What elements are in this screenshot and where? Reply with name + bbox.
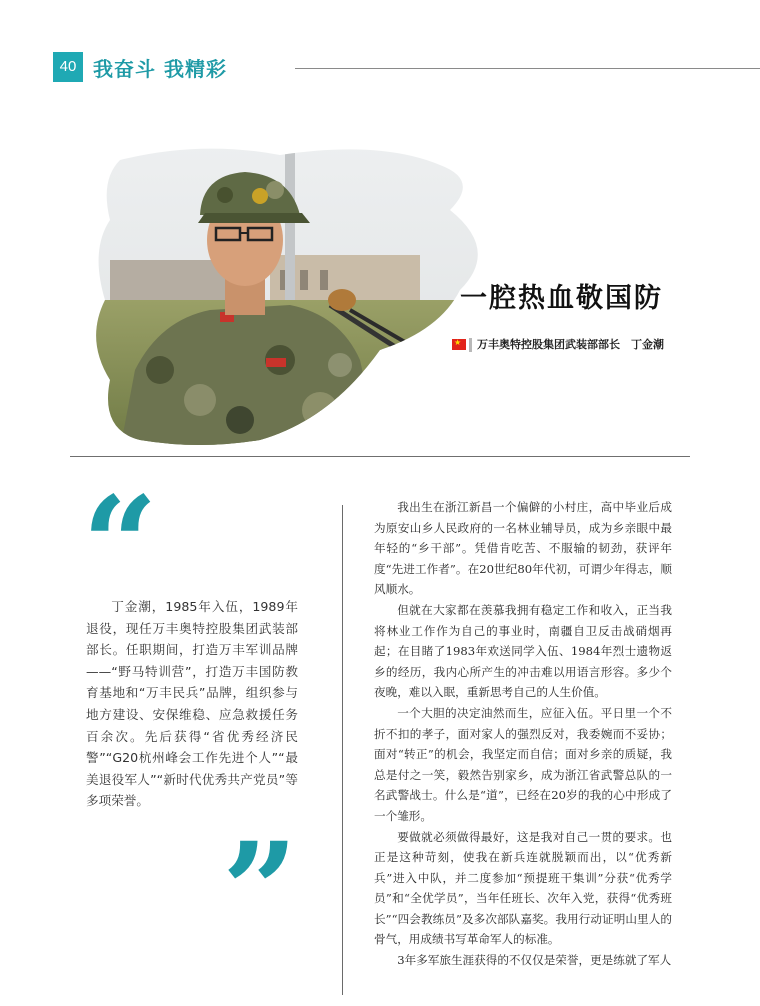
header-rule [295, 68, 760, 69]
section-title: 我奋斗 我精彩 [93, 57, 227, 81]
flag-icon: ★ [452, 339, 466, 350]
body-paragraph: 要做就必须做得最好，这是我对自己一贯的要求。也正是这种苛刻，使我在新兵连就脱颖而出，以“优秀新兵”进入中队，并二度参加“预提班干集训”分获“优秀学员”和“全优学员”，当年任班长、次年入党，获得“优秀班长”“四会教练员”及多次部队嘉奖。我用行动证明山里人的骨气，用成绩书写革命军人的标准。 [374, 829, 672, 947]
body-paragraph: 3年多军旅生涯获得的不仅仅是荣誉，更是练就了军人 [397, 953, 672, 968]
body-paragraph: 但就在大家都在羡慕我拥有稳定工作和收入，正当我将林业工作作为自己的事业时，南疆自卫反击战硝烟再起；在目睹了1983年欢送同学入伍、1984年烈士遗物返乡的经历，我内心所产生的冲击难以用语言形容。多少个夜晚，难以入眠，重新思考自己的人生价值。 [374, 602, 672, 700]
intro-paragraph: 丁金潮，1985年入伍，1989年退役，现任万丰奥特控股集团武装部部长。任职期间，打造万丰军训品牌——“野马特训营”，打造万丰国防教育基地和“万丰民兵”品牌，组织参与地方建设、安保维稳、应急救援任务百余次。先后获得“省优秀经济民警”“G20杭州峰会工作先进个人”“最美退役军人”“新时代优秀共产党员”等多项荣誉。 [86, 599, 298, 809]
page-header [53, 52, 760, 86]
open-quote-mark: “ [82, 468, 158, 623]
page-number: 40 [53, 52, 83, 82]
section-divider [70, 456, 690, 457]
article-headline: 一腔热血敬国防 [460, 283, 663, 314]
article-body [374, 497, 672, 971]
close-quote-mark: ” [222, 814, 298, 969]
byline-text: 万丰奥特控股集团武装部部长 丁金潮 [477, 338, 664, 351]
byline-separator [469, 338, 472, 352]
column-rule [342, 505, 343, 995]
body-paragraph: 我出生在浙江新昌一个偏僻的小村庄，高中毕业后成为原安山乡人民政府的一名林业辅导员，成为乡亲眼中最年轻的“乡干部”。凭借肯吃苦、不服输的韧劲，获评年度“先进工作者”。在20世纪80年代初，可谓少年得志，顺风顺水。 [374, 500, 672, 597]
body-paragraph: 一个大胆的决定油然而生，应征入伍。平日里一个不折不扣的孝子，面对家人的强烈反对，我委婉而不妥协；面对“转正”的机会，我坚定而自信；面对乡亲的质疑，我总是付之一笑，毅然告别家乡，成为浙江省武警总队的一名武警战士。什么是“道”，已经在20岁的我的心中形成了一个雏形。 [374, 705, 672, 823]
